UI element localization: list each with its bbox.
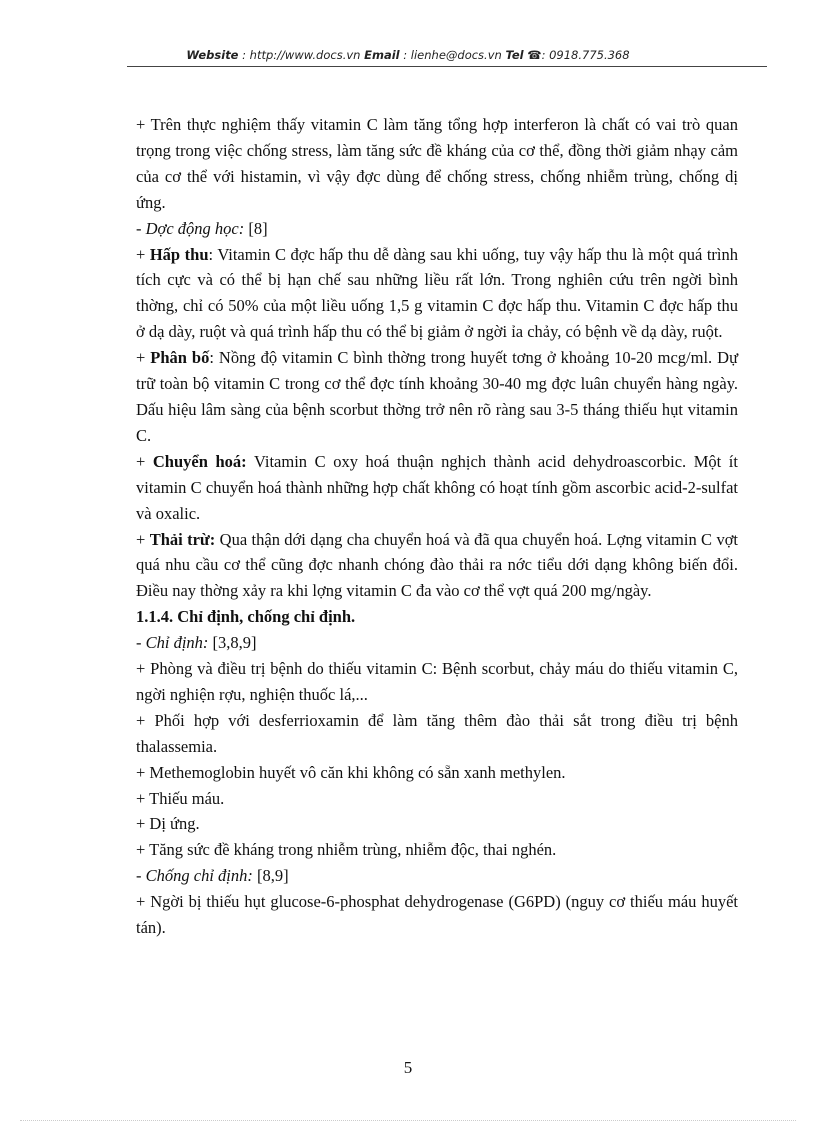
paragraph-metabolism: + Chuyển hoá: Vitamin C oxy hoá thuận nghịch thành acid dehydroascorbic. Một ít vitamin C chuyển hoá thành những hợp chất không có hoạt tính gồm ascorbic acid-2-sulfat và oxalic. [136, 451, 738, 523]
list-item-indication: + Methemoglobin huyết vô căn khi không có sẵn xanh methylen. [136, 762, 566, 782]
telephone-icon: ☎ [527, 48, 542, 62]
list-item-indication: + Dị ứng. [136, 814, 200, 834]
paragraph-distribution: + Phân bố: Nồng độ vitamin C bình thờng trong huyết tơng ở khoảng 10-20 mcg/ml. Dự trữ toàn bộ vitamin C trong cơ thể đợc tính khoảng 30-40 mg đợc luân chuyển hàng ngày. Dấu hiệu lâm sàng của bệnh scorbut thờng trở nên rõ ràng sau 3-5 tháng thiếu hụt vitamin C. [136, 348, 739, 445]
page-header [0, 48, 816, 62]
indications-subheading: - Chỉ định: [3,8,9] [136, 633, 257, 653]
paragraph-excretion: + Thải trừ: Qua thận dới dạng cha chuyển hoá và đã qua chuyển hoá. Lợng vitamin C vợt quá nhu cầu cơ thể cũng đợc nhanh chóng đào thải ra nớc tiểu dới dạng không biến đổi. Điều nay thờng xảy ra khi lợng vitamin C đa vào cơ thể vợt quá 200 mg/ngày. [136, 529, 738, 601]
page-number: 5 [403, 1058, 413, 1077]
page-bottom-border [20, 1120, 796, 1121]
email-address: : lienhe@docs.vn [403, 48, 502, 62]
document-body [136, 112, 738, 941]
list-item-indication: + Thiếu máu. [136, 788, 225, 808]
list-item-contraindication: + Ngời bị thiếu hụt glucose-6-phosphat dehydrogenase (G6PD) (nguy cơ thiếu máu huyết tán). [136, 892, 738, 938]
pharmacokinetics-subheading: - Dợc động học: [8] [136, 218, 268, 238]
tel-number: : 0918.775.368 [541, 48, 630, 62]
website-label: Website [186, 48, 239, 62]
header-divider [127, 66, 767, 67]
email-label: Email [364, 48, 400, 62]
list-item-indication: + Phòng và điều trị bệnh do thiếu vitamin C: Bệnh scorbut, chảy máu do thiếu vitamin C, ngời nghiện rợu, nghiện thuốc lá,... [136, 659, 738, 704]
tel-label: Tel [505, 48, 524, 62]
paragraph-interferon: + Trên thực nghiệm thấy vitamin C làm tăng tổng hợp interferon là chất có vai trò quan trọng trong việc chống stress, làm tăng sức đề kháng của cơ thể, đồng thời giảm nhạy cảm của cơ thể với histamin, vì vậy đợc dùng để chống stress, chống nhiễm trùng, chống dị ứng. [136, 115, 738, 212]
section-heading: 1.1.4. Chỉ định, chống chỉ định. [136, 607, 356, 627]
term-distribution: Phân bố [150, 348, 210, 368]
contraindications-subheading: - Chống chỉ định: [8,9] [136, 866, 289, 886]
term-metabolism: Chuyển hoá: [152, 451, 247, 471]
list-item-indication: + Tăng sức đề kháng trong nhiễm trùng, nhiễm độc, thai nghén. [136, 840, 557, 860]
paragraph-absorption: + Hấp thu: Vitamin C đợc hấp thu dễ dàng sau khi uống, tuy vậy hấp thu là một quá trình tích cực và có thể bị hạn chế sau những liều rất lớn. Trong nghiên cứu trên ngời bình thờng, chỉ có 50% của một liều uống 1,5 g vitamin C đợc hấp thu. Vitamin C đợc hấp thu ở dạ dày, ruột và quá trình hấp thu có thể bị giảm ở ngời ỉa chảy, có bệnh về dạ dày, ruột. [136, 244, 739, 342]
website-url: : http://www.docs.vn [242, 48, 361, 62]
term-absorption: Hấp thu [149, 244, 209, 264]
term-excretion: Thải trừ: [149, 529, 216, 549]
list-item-indication: + Phối hợp với desferrioxamin để làm tăng thêm đào thải sắt trong điều trị bệnh thalassemia. [136, 710, 738, 756]
